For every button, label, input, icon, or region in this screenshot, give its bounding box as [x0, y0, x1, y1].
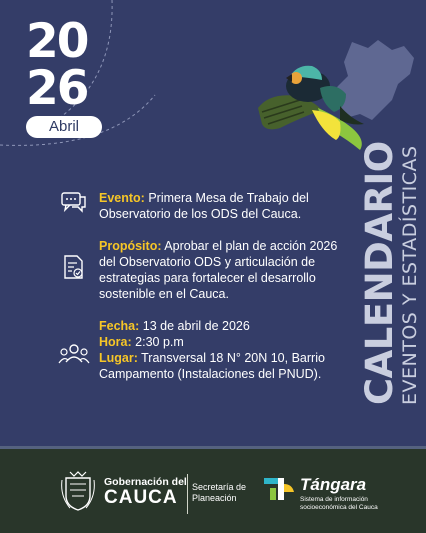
evento-block — [99, 190, 349, 222]
fecha-text: 13 de abril de 2026 — [142, 319, 250, 333]
vertical-title — [360, 141, 420, 405]
document-check-icon — [62, 254, 86, 280]
tangara-sub-line1: Sistema de información — [300, 496, 368, 503]
title-calendario: CALENDARIO — [358, 141, 401, 405]
proposito-label: Propósito: — [99, 239, 162, 253]
month-badge: Abril — [26, 116, 102, 138]
lugar-line — [99, 350, 349, 382]
chat-bubbles-icon — [60, 191, 88, 215]
secretaria-line2: Planeación — [192, 493, 237, 503]
lugar-text: Transversal 18 N° 20N 10, Barrio Campamento (Instalaciones del PNUD). — [99, 351, 325, 381]
title-eventos-estadisticas: EVENTOS Y ESTADÍSTICAS — [399, 145, 421, 405]
cauca-map-silhouette — [330, 40, 414, 120]
hora-label: Hora: — [99, 335, 132, 349]
footer-divider — [187, 474, 188, 514]
proposito-text: Aprobar el plan de acción 2026 del Observatorio ODS y articulación de estrategias para fortalecer el desarrollo sostenible en el Cauca. — [99, 239, 338, 301]
year-display — [26, 14, 88, 116]
people-group-icon — [58, 342, 90, 366]
gobernacion-label: Gobernación del — [104, 476, 187, 488]
secretaria-label — [192, 482, 246, 504]
hora-text: 2:30 p.m — [135, 335, 184, 349]
fecha-line — [99, 318, 349, 334]
tangara-subtitle — [300, 496, 410, 511]
fecha-label: Fecha: — [99, 319, 140, 333]
proposito-block — [99, 238, 349, 302]
evento-label: Evento: — [99, 191, 145, 205]
cauca-coat-of-arms-icon — [60, 470, 96, 514]
year-part1: 20 — [26, 14, 88, 69]
hora-line — [99, 334, 349, 350]
lugar-label: Lugar: — [99, 351, 138, 365]
tangara-logo-icon — [262, 472, 296, 506]
tangara-name: Tángara — [300, 475, 367, 494]
year-part2: 26 — [26, 61, 88, 116]
cauca-label: CAUCA — [104, 487, 178, 508]
tangara-sub-line2: socioeconómica del Cauca — [300, 503, 378, 511]
evento-text: Primera Mesa de Trabajo del Observatorio de los ODS del Cauca. — [99, 191, 309, 221]
details-block — [99, 318, 349, 382]
secretaria-line1: Secretaría de — [192, 482, 247, 492]
